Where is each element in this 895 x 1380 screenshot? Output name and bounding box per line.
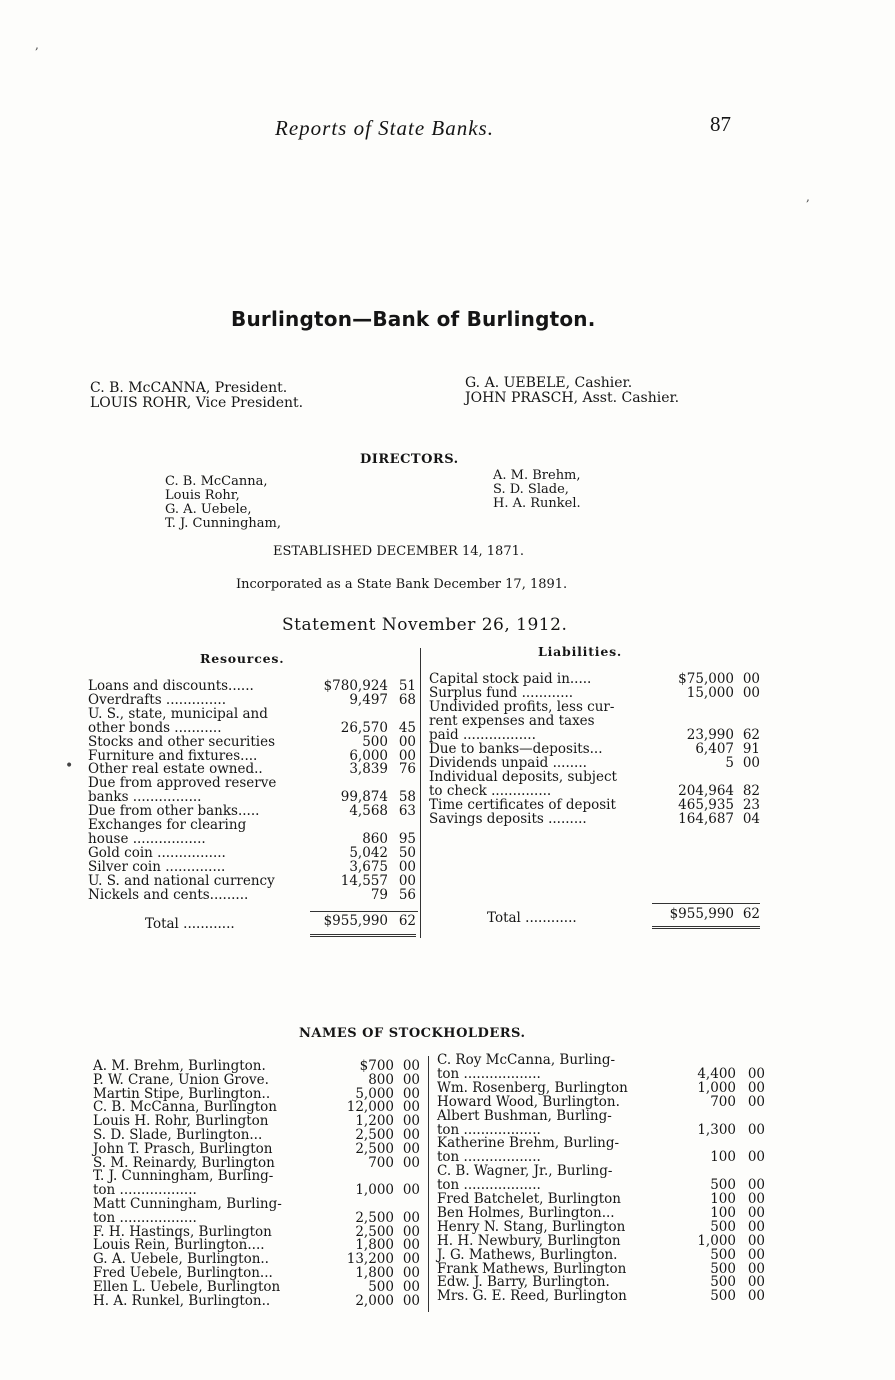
stockholder-row-label: John T. Prasch, Burlington [93,1140,273,1157]
resource-row-label: Stocks and other securities [88,733,276,750]
resource-row-label: Exchanges for clearing [88,817,247,833]
liability-row-cents: 04 [742,811,760,827]
stockholder-row-label: Ben Holmes, Burlington... [437,1204,615,1221]
stockholder-row-label: ton .................. [437,1177,541,1194]
stockholders-heading: NAMES OF STOCKHOLDERS. [299,1026,526,1041]
stockholder-row-amount: 1,800 [355,1265,394,1281]
stockholder-row-cents: 00 [747,1065,765,1082]
stockholder-row-cents: 00 [747,1093,765,1110]
resources-total-rule [310,911,418,912]
incorporated-line: Incorporated as a State Bank December 17, 1891. [236,577,568,592]
resource-row-label: Gold coin ................ [88,844,226,861]
stockholder-row-label: Wm. Rosenberg, Burlington [437,1079,628,1096]
stockholder-row-label: Louis Rein, Burlington.... [93,1237,265,1254]
resource-row-amount: 5,042 [349,844,388,861]
print-speck: , [35,38,39,52]
stockholder-row-label: Howard Wood, Burlington. [437,1093,620,1110]
liability-row-label: rent expenses and taxes [429,713,595,729]
stockholder-row-amount: 2,500 [355,1140,394,1157]
resource-row-cents: 50 [398,844,416,861]
liability-row-label: Savings deposits ......... [429,811,587,827]
stockholder-row-amount: 1,000 [355,1182,394,1199]
liabilities-heading: Liabilities. [538,644,623,659]
stockholder-row-label: Albert Bushman, Burling- [437,1107,612,1124]
stockholder-row-label: F. H. Hastings, Burlington [93,1223,272,1240]
liabilities-total-label: Total ............ [487,910,577,926]
resource-row-label: banks ................ [88,789,202,806]
resource-row-cents: 56 [398,886,416,903]
stockholder-row-amount: 500 [368,1278,394,1295]
stockholder-row-amount: 2,500 [355,1223,394,1240]
stockholder-row-cents: 00 [747,1177,765,1194]
stockholder-row-label: Henry N. Stang, Burlington [437,1218,626,1235]
resource-row-amount: 26,570 [340,719,388,736]
resource-row-cents: 95 [398,830,416,847]
resource-row-label: U. S. and national currency [88,872,275,889]
liability-row-label: Time certificates of deposit [429,797,616,813]
resource-row-cents: 00 [398,872,416,889]
stockholder-row-amount: 800 [368,1071,394,1088]
stockholder-row-amount: 500 [710,1177,736,1194]
stockholder-row-amount: 500 [710,1274,736,1291]
column-divider [420,648,421,938]
directors-heading: DIRECTORS. [360,452,459,467]
stockholder-row-cents: 00 [402,1140,420,1157]
stockholder-row-amount: 1,800 [355,1237,394,1254]
stockholder-row-amount: 500 [710,1218,736,1235]
liability-row-label: Dividends unpaid ........ [429,755,587,771]
liabilities-total-amount: $955,990 [669,906,734,922]
print-speck: • [65,758,74,774]
established-line: ESTABLISHED DECEMBER 14, 1871. [273,544,524,559]
stockholder-row-label: Edw. J. Barry, Burlington. [437,1274,610,1291]
stockholder-row-label: Frank Mathews, Burlington [437,1260,627,1277]
stockholder-row-amount: 500 [710,1288,736,1305]
stockholder-row-amount: 500 [710,1260,736,1277]
stockholder-row-amount: 4,400 [697,1065,736,1082]
stockholder-row-amount: 1,000 [697,1232,736,1249]
officer-president: C. B. McCANNA, President. [90,380,288,396]
resource-row-label: other bonds ........... [88,719,222,736]
director-name: A. M. Brehm, [493,468,581,483]
stockholder-row-amount: 100 [710,1149,736,1166]
stockholder-row-cents: 00 [402,1099,420,1116]
stockholder-row-amount: 700 [368,1154,394,1171]
resource-row-label: Furniture and fixtures.... [88,747,258,764]
resource-row-amount: 3,675 [349,858,388,875]
stockholder-row-cents: 00 [747,1288,765,1305]
resource-row-amount: 3,839 [349,761,388,778]
officer-cashier: G. A. UEBELE, Cashier. [465,375,633,391]
stockholder-row-cents: 00 [747,1079,765,1096]
resources-heading: Resources. [200,651,285,666]
liability-row-label: Undivided profits, less cur- [429,699,615,715]
stockholder-row-label: C. B. McCanna, Burlington [93,1099,278,1116]
stockholder-row-label: ton .................. [93,1182,197,1199]
stockholder-row-cents: 00 [747,1149,765,1166]
stockholder-row-label: C. B. Wagner, Jr., Burling- [437,1163,613,1180]
resource-row-amount: 79 [370,886,388,903]
stockholder-row-label: Katherine Brehm, Burling- [437,1135,620,1152]
stockholder-row-amount: 12,000 [346,1099,394,1116]
stockholder-row-amount: 500 [710,1246,736,1263]
resources-total-cents: 62 [398,913,416,929]
stockholder-row-amount: 1,300 [697,1121,736,1138]
resource-row-amount: 4,568 [349,803,388,820]
liability-row-amount: 5 [725,755,734,771]
stockholder-row-cents: 00 [747,1274,765,1291]
liability-row-label: paid ................. [429,727,536,743]
resource-row-amount: 6,000 [349,747,388,764]
stockholder-row-label: S. D. Slade, Burlington... [93,1127,263,1143]
resource-row-label: Other real estate owned.. [88,761,263,778]
liabilities-total-rule [652,903,760,904]
liability-row-label: to check .............. [429,783,552,799]
stockholder-row-label: H. A. Runkel, Burlington.. [93,1292,271,1309]
resource-row-amount: 500 [362,733,388,750]
stockholder-row-cents: 00 [402,1209,420,1226]
stockholder-row-cents: 00 [747,1218,765,1235]
stockholder-row-label: T. J. Cunningham, Burling- [93,1168,274,1185]
officer-vice-president: LOUIS ROHR, Vice President. [90,395,304,411]
stockholder-row-cents: 00 [402,1292,420,1309]
resource-row-cents: 45 [398,719,416,736]
resource-row-amount: 14,557 [340,872,388,889]
stockholder-row-amount: 13,200 [346,1251,394,1268]
stockholder-row-label: S. M. Reinardy, Burlington [93,1154,275,1171]
stockholder-row-cents: 00 [402,1154,420,1171]
stockholder-row-label: H. H. Newbury, Burlington [437,1232,621,1249]
liability-row-amount: 15,000 [686,685,734,701]
resources-total-amount: $955,990 [323,913,388,929]
liability-row-amount: 204,964 [678,783,734,799]
resource-row-label: Nickels and cents......... [88,886,249,903]
officers-right [465,376,679,406]
stockholder-row-cents: 00 [402,1265,420,1281]
liability-row-cents: 82 [742,783,760,799]
resource-row-cents: 68 [398,691,416,708]
liability-row-amount: $75,000 [678,671,734,687]
stockholder-row-amount: 2,500 [355,1127,394,1143]
director-name: S. D. Slade, [493,482,569,497]
stockholder-row-label: ton .................. [437,1065,541,1082]
stockholder-row-cents: 00 [747,1260,765,1277]
resource-row-amount: $780,924 [323,678,388,694]
stockholders-divider [428,1056,429,1312]
resource-row-cents: 00 [398,747,416,764]
liability-row-amount: 6,407 [695,741,734,757]
liability-row-cents: 62 [742,727,760,743]
resource-row-amount: 9,497 [349,691,388,708]
stockholder-row-label: Louis H. Rohr, Burlington [93,1113,269,1130]
stockholder-row-label: Ellen L. Uebele, Burlington [93,1278,281,1295]
liability-row-amount: 23,990 [686,727,734,743]
officers-left [90,381,303,411]
liability-row-cents: 00 [742,755,760,771]
resource-row-cents: 58 [398,789,416,806]
stockholder-row-label: P. W. Crane, Union Grove. [93,1071,269,1088]
liability-row-cents: 00 [742,671,760,687]
stockholder-row-amount: 5,000 [355,1085,394,1102]
resource-row-label: Due from other banks..... [88,803,260,820]
resource-row-cents: 76 [398,761,416,778]
stockholder-row-label: ton .................. [93,1209,197,1226]
print-speck: , [806,190,810,204]
stockholder-row-label: A. M. Brehm, Burlington. [93,1058,266,1074]
stockholder-row-amount: 2,500 [355,1209,394,1226]
liability-row-label: Due to banks—deposits... [429,741,603,757]
officer-asst-cashier: JOHN PRASCH, Asst. Cashier. [465,390,680,406]
resource-row-label: U. S., state, municipal and [88,705,268,722]
resource-row-cents: 00 [398,858,416,875]
stockholder-row-label: ton .................. [437,1149,541,1166]
stockholder-row-label: Martin Stipe, Burlington.. [93,1085,271,1102]
bank-title: Burlington—Bank of Burlington. [231,307,596,331]
director-name: G. A. Uebele, [165,502,252,517]
resource-row-cents: 51 [398,678,416,694]
stockholder-row-amount: 100 [710,1191,736,1207]
liability-row-cents: 23 [742,797,760,813]
stockholder-row-cents: 00 [402,1278,420,1295]
page-number: 87 [710,112,731,136]
liability-row-label: Individual deposits, subject [429,769,617,785]
stockholder-row-label: Fred Uebele, Burlington... [93,1265,273,1281]
stockholder-row-cents: 00 [747,1191,765,1207]
stockholder-row-amount: 100 [710,1204,736,1221]
stockholder-row-amount: 700 [710,1093,736,1110]
director-name: C. B. McCanna, [165,474,268,489]
stockholder-row-label: C. Roy McCanna, Burling- [437,1052,616,1068]
stockholder-row-cents: 00 [402,1182,420,1199]
resource-row-cents: 00 [398,733,416,750]
stockholder-row-cents: 00 [402,1237,420,1254]
director-name: T. J. Cunningham, [165,516,281,531]
liability-row-amount: 465,935 [678,797,734,813]
stockholder-row-amount: 1,000 [697,1079,736,1096]
stockholder-row-cents: 00 [747,1204,765,1221]
stockholder-row-cents: 00 [402,1071,420,1088]
liabilities-total-double-rule [652,926,760,929]
liabilities-total-cents: 62 [742,906,760,922]
stockholder-row-cents: 00 [402,1251,420,1268]
resource-row-amount: 99,874 [340,789,388,806]
stockholder-row-label: Mrs. G. E. Reed, Burlington [437,1288,627,1305]
resource-row-amount: 860 [362,830,388,847]
stockholder-row-cents: 00 [402,1127,420,1143]
resources-total-label: Total ............ [145,916,235,932]
stockholder-row-amount: 2,000 [355,1292,394,1309]
directors-right [493,469,581,511]
stockholder-row-cents: 00 [747,1246,765,1263]
resource-row-label: Overdrafts .............. [88,691,226,708]
stockholder-row-cents: 00 [402,1085,420,1102]
directors-left [165,475,281,531]
liability-row-amount: 164,687 [678,811,734,827]
stockholder-row-amount: $700 [359,1058,394,1074]
statement-title: Statement November 26, 1912. [282,615,568,635]
liability-row-label: Surplus fund ............ [429,685,574,701]
director-name: Louis Rohr, [165,488,240,503]
resource-row-label: Loans and discounts...... [88,678,254,694]
stockholder-row-cents: 00 [402,1223,420,1240]
resource-row-label: house ................. [88,830,206,847]
director-name: H. A. Runkel. [493,496,581,511]
liability-row-cents: 00 [742,685,760,701]
stockholder-row-amount: 1,200 [355,1113,394,1130]
resource-row-cents: 63 [398,803,416,820]
stockholder-row-cents: 00 [747,1121,765,1138]
stockholder-row-label: Matt Cunningham, Burling- [93,1196,282,1212]
stockholder-row-cents: 00 [402,1058,420,1074]
stockholder-row-cents: 00 [747,1232,765,1249]
stockholder-row-label: ton .................. [437,1121,541,1138]
stockholder-row-cents: 00 [402,1113,420,1130]
liability-row-cents: 91 [742,741,760,757]
liability-row-label: Capital stock paid in..... [429,671,592,687]
resource-row-label: Silver coin .............. [88,858,226,875]
stockholder-row-label: J. G. Mathews, Burlington. [437,1246,618,1263]
stockholder-row-label: Fred Batchelet, Burlington [437,1191,621,1207]
resources-total-double-rule [310,934,416,937]
resource-row-label: Due from approved reserve [88,775,277,792]
running-title: Reports of State Banks. [275,116,494,140]
stockholder-row-label: G. A. Uebele, Burlington.. [93,1251,269,1268]
